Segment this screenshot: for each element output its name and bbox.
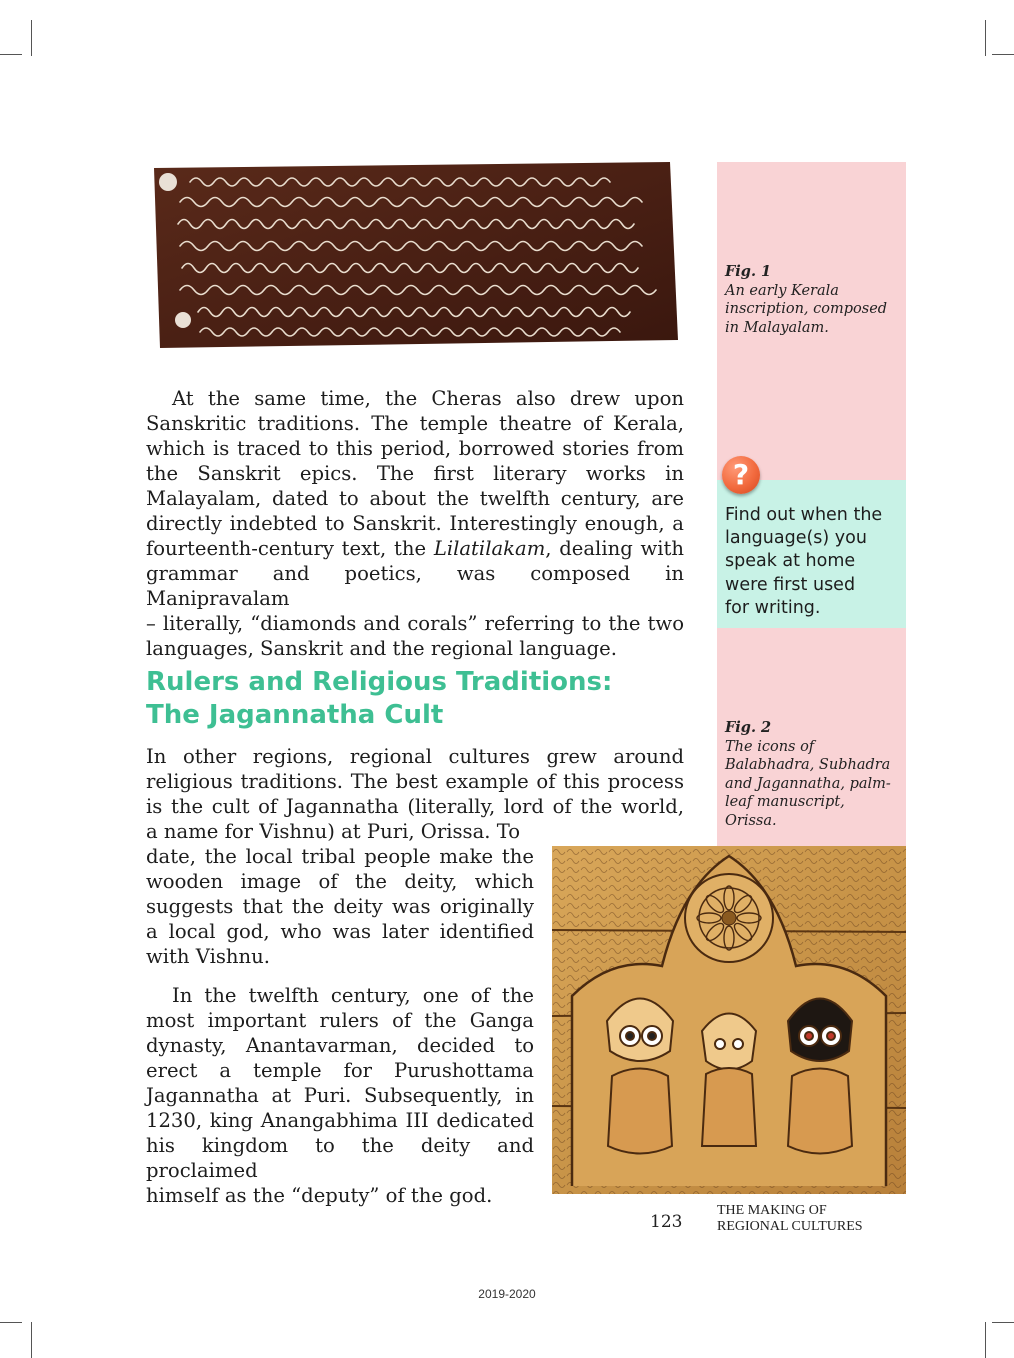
crop-mark: [31, 20, 32, 56]
fig1-caption: [725, 263, 905, 337]
text-line: [146, 536, 684, 561]
question-mark-icon: ?: [722, 456, 760, 494]
question-line: Find out when the: [725, 505, 883, 525]
caption-line: Orissa.: [725, 812, 777, 829]
text-line: directly indebted to Sanskrit. Interestingly enough, a: [146, 512, 684, 535]
text-line: In other regions, regional cultures grew around: [146, 745, 684, 768]
edition-year: 2019-2020: [478, 1287, 536, 1301]
paragraph-cheras: [146, 386, 684, 661]
italic-title: Lilatilakam: [433, 537, 546, 560]
page-number: 123: [650, 1212, 683, 1232]
crop-mark: [0, 1322, 22, 1323]
text-line: grammar and poetics, was composed in Manipravalam: [146, 562, 684, 610]
crop-mark: [992, 54, 1014, 55]
text-line: Sanskritic traditions. The temple theatre of Kerala,: [146, 412, 684, 435]
text-line: with Vishnu.: [146, 945, 270, 968]
text-line: most important rulers of the Ganga: [146, 1009, 534, 1032]
fig1-label: Fig. 1: [725, 263, 772, 280]
fig2-caption: [725, 719, 905, 831]
caption-line: The icons of: [725, 738, 815, 755]
question-line: were first used: [725, 574, 856, 595]
section-heading: [146, 666, 612, 732]
text-segment: , dealing with: [545, 537, 684, 560]
text-line: 1230, king Anangabhima III dedicated: [146, 1109, 534, 1132]
paragraph-jagannatha-cult: [146, 744, 684, 969]
text-segment: fourteenth-century text, the: [146, 537, 434, 560]
crop-mark: [992, 1322, 1014, 1323]
text-line: languages, Sanskrit and the regional language.: [146, 637, 617, 660]
crop-mark: [31, 1322, 32, 1358]
kerala-inscription-image: [150, 160, 680, 350]
running-head-line: THE MAKING OF: [717, 1203, 827, 1218]
text-line: suggests that the deity was originally: [146, 895, 534, 918]
crop-mark: [0, 54, 22, 55]
text-line: his kingdom to the deity and proclaimed: [146, 1134, 534, 1182]
question-text: [725, 504, 903, 620]
fig2-label: Fig. 2: [725, 719, 772, 736]
caption-line: An early Kerala: [725, 282, 839, 299]
text-line: is the cult of Jagannatha (literally, lord of the world,: [146, 795, 684, 818]
question-line: language(s) you: [725, 528, 867, 549]
question-line: speak at home: [725, 551, 856, 572]
text-line: dynasty, Anantavarman, decided to: [146, 1034, 534, 1057]
crop-mark: [985, 20, 986, 56]
text-line: Malayalam, dated to about the twelfth century, are: [146, 487, 684, 510]
caption-line: Balabhadra, Subhadra: [725, 757, 891, 774]
running-head: [717, 1203, 863, 1234]
text-line: religious traditions. The best example of this process: [146, 770, 684, 793]
crop-mark: [985, 1322, 986, 1358]
paragraph-anantavarman: [146, 983, 534, 1208]
text-line: himself as the “deputy” of the god.: [146, 1184, 493, 1207]
text-line: Jagannatha at Puri. Subsequently, in: [146, 1084, 534, 1107]
text-line: a name for Vishnu) at Puri, Orissa. To: [146, 820, 521, 843]
question-line: for writing.: [725, 597, 821, 618]
text-line: date, the local tribal people make the: [146, 845, 534, 868]
caption-line: and Jagannatha, palm-: [725, 775, 891, 792]
text-line: In the twelfth century, one of the: [172, 984, 534, 1007]
caption-line: in Malayalam.: [725, 319, 829, 336]
text-line: the Sanskrit epics. The first literary works in: [146, 462, 684, 485]
running-head-line: REGIONAL CULTURES: [717, 1218, 863, 1234]
text-line: which is traced to this period, borrowed stories from: [146, 437, 684, 460]
caption-line: inscription, composed: [725, 301, 888, 318]
heading-line: The Jagannatha Cult: [146, 700, 444, 730]
text-line: – literally, “diamonds and corals” referring to the two: [146, 612, 684, 635]
text-line: At the same time, the Cheras also drew upon: [172, 387, 684, 410]
text-line: erect a temple for Purushottama: [146, 1059, 534, 1082]
heading-line: Rulers and Religious Traditions:: [146, 667, 613, 697]
caption-line: leaf manuscript,: [725, 794, 845, 811]
text-line: wooden image of the deity, which: [146, 870, 534, 893]
text-line: a local god, who was later identified: [146, 920, 534, 943]
